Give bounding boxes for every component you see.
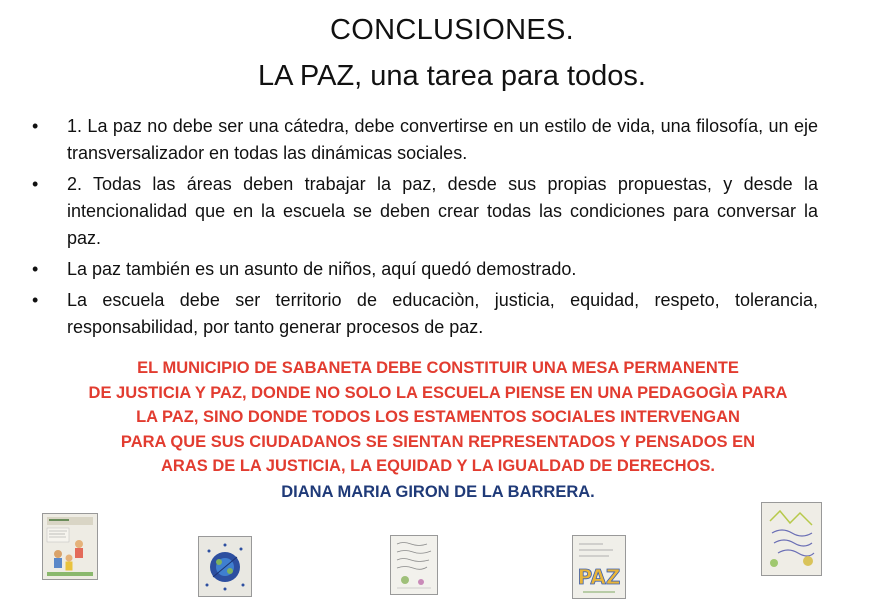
children-drawing-image bbox=[43, 514, 97, 579]
decorated-card-image bbox=[762, 503, 821, 575]
bullet-icon: • bbox=[32, 174, 39, 194]
list-item-text: La escuela debe ser territorio de educaciòn, justicia, equidad, respeto, tolerancia, responsabilidad, por tanto generar procesos de paz. bbox=[67, 290, 818, 337]
proposal-line: PARA QUE SUS CIUDADANOS SE SIENTAN REPRESENTADOS Y PENSADOS EN bbox=[120, 432, 756, 451]
page-subtitle: LA PAZ, una tarea para todos. bbox=[258, 60, 646, 92]
student-drawing-photo bbox=[198, 536, 252, 597]
student-drawing-photo bbox=[390, 535, 438, 595]
bullet-icon: • bbox=[32, 290, 39, 310]
paz-drawing-image bbox=[573, 536, 625, 598]
list-item-text: 1. La paz no debe ser una cátedra, debe convertirse en un estilo de vida, una filosofía, un eje transversalizador en todas las dinámicas sociales. bbox=[67, 116, 818, 163]
handwritten-page-image bbox=[391, 536, 437, 594]
list-item-text: 2. Todas las áreas deben trabajar la paz, desde sus propias propuestas, y desde la intencionalidad que en la escuela se deben crear todas las condiciones para conversar la paz. bbox=[67, 174, 818, 248]
student-drawing-photo bbox=[42, 513, 98, 580]
proposal-line: EL MUNICIPIO DE SABANETA DEBE CONSTITUIR UNA MESA PERMANENTE bbox=[137, 359, 739, 377]
student-drawing-photo bbox=[572, 535, 626, 599]
list-item-text: La paz también es un asunto de niños, aquí quedó demostrado. bbox=[67, 259, 577, 279]
dove-drawing-image bbox=[199, 537, 251, 596]
bullet-icon: • bbox=[32, 116, 39, 136]
list-item bbox=[30, 171, 818, 252]
proposal-line: DE JUSTICIA Y PAZ, DONDE NO SOLO LA ESCUELA PIENSE EN UNA PEDAGOGÌA PARA bbox=[88, 383, 788, 402]
bullet-icon: • bbox=[32, 259, 39, 279]
page-title: CONCLUSIONES. bbox=[330, 14, 574, 46]
proposal-statement bbox=[28, 356, 848, 479]
conclusions-list bbox=[30, 113, 818, 345]
proposal-line: LA PAZ, SINO DONDE TODOS LOS ESTAMENTOS SOCIALES INTERVENGAN bbox=[136, 408, 740, 426]
proposal-line: ARAS DE LA JUSTICIA, LA EQUIDAD Y LA IGUALDAD DE DERECHOS. bbox=[160, 457, 715, 475]
list-item bbox=[30, 113, 818, 167]
student-drawing-photo bbox=[761, 502, 822, 576]
author-name: DIANA MARIA GIRON DE LA BARRERA. bbox=[281, 483, 595, 501]
paz-drawing-text: PAZ bbox=[577, 565, 621, 589]
list-item bbox=[30, 256, 818, 283]
list-item bbox=[30, 287, 818, 341]
